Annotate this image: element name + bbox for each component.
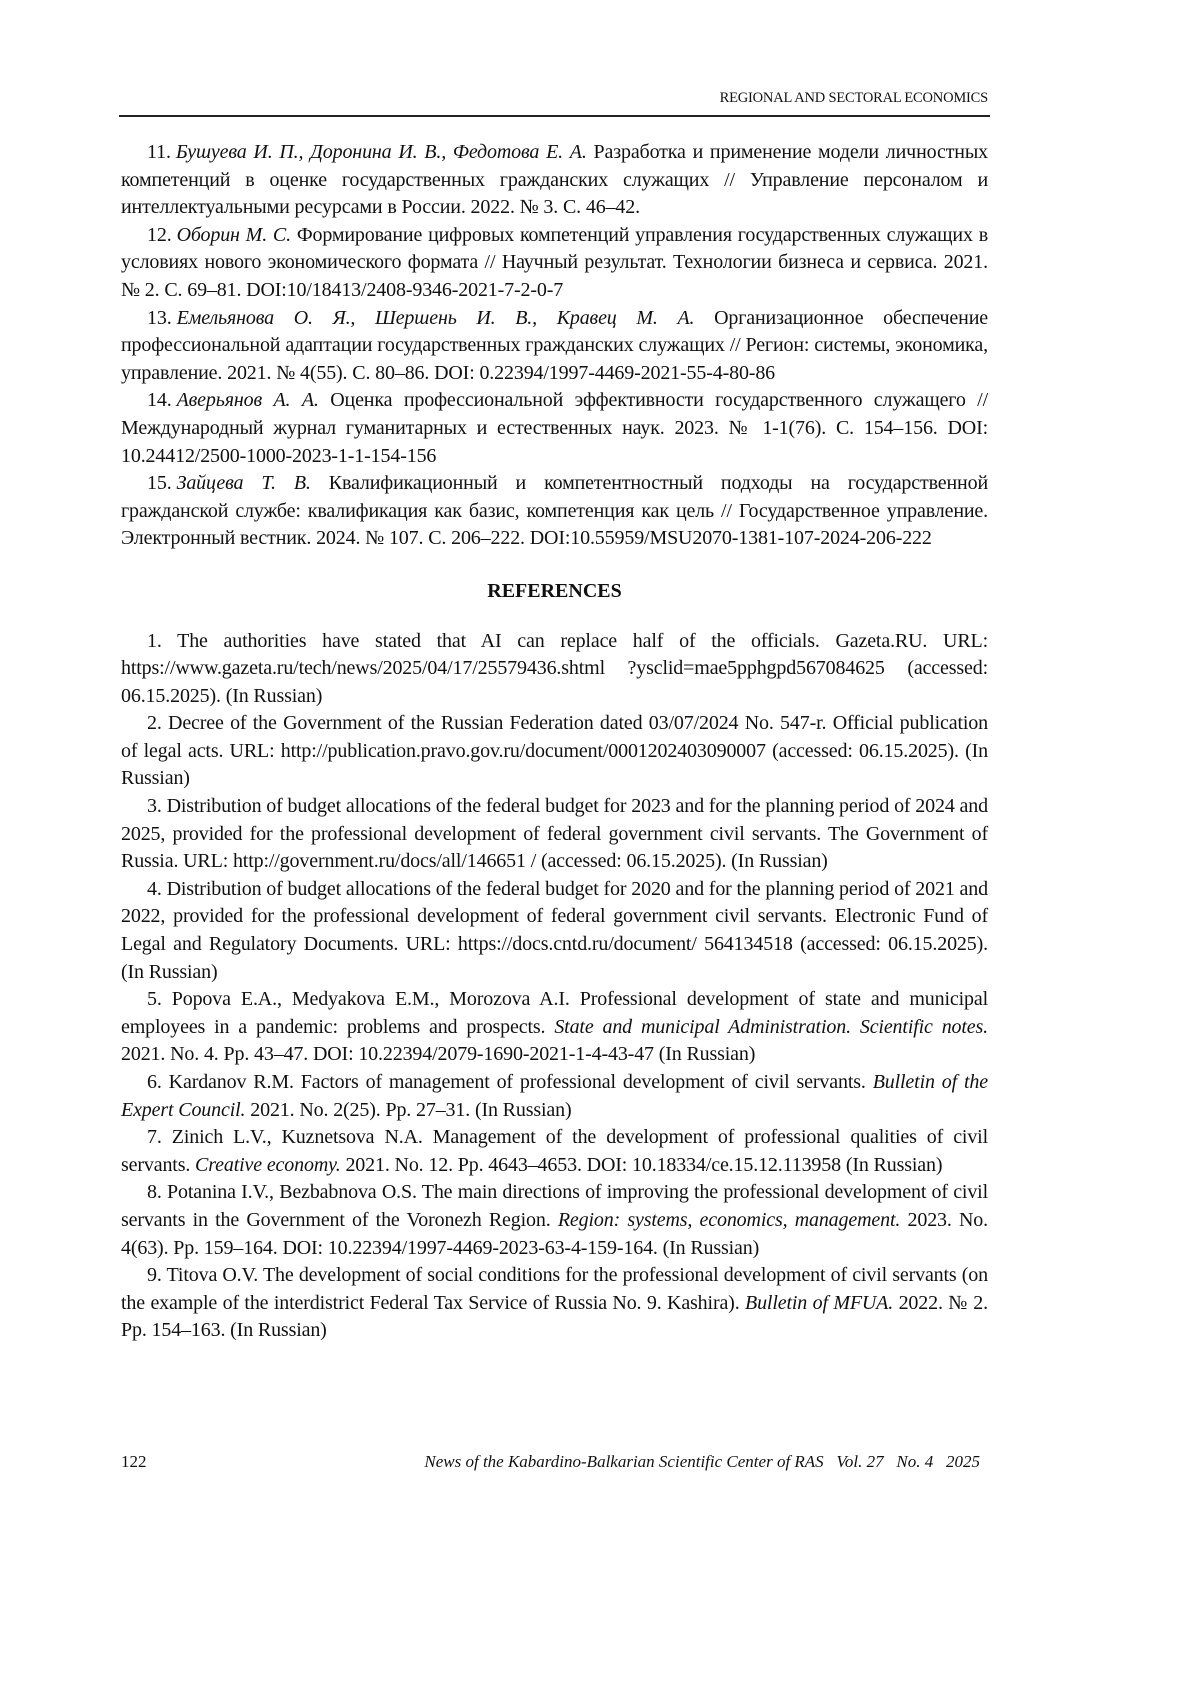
- reference-text: Titova O.V. The development of social conditions for the professional development of civil servants (on the example of the interdistrict Federal Tax Service of Russia No. 9. Kashira).: [121, 1264, 988, 1314]
- reference-text: 2023. No. 4(63). Pp. 159–164. DOI: 10.22394/1997-4469-2023-63-4-159-164. (In Russian): [121, 1209, 988, 1259]
- reference-text: Zinich L.V., Kuznetsova N.A. Management of the development of professional qualities of civil servants.: [121, 1126, 988, 1176]
- reference-item: [121, 387, 988, 470]
- reference-number: 3.: [147, 795, 162, 817]
- reference-number: 5.: [147, 988, 162, 1010]
- reference-item: [121, 793, 988, 876]
- reference-italic: Creative economy.: [195, 1154, 341, 1176]
- reference-text: Оценка профессиональной эффективности государственного служащего // Международный журнал гуманитарных и естественных наук. 2023. № 1-1(76). С. 154–156. DOI: 10.24412/2500-1000-2023-1-1-154-156: [121, 389, 988, 466]
- reference-italic: Оборин М. С.: [177, 224, 291, 246]
- reference-italic: State and municipal Administration. Scientific notes.: [554, 1016, 988, 1038]
- reference-italic: Bulletin of the Expert Council.: [121, 1071, 988, 1121]
- reference-text: Организационное обеспечение профессиональной адаптации государственных гражданских служащих // Регион: системы, экономика, управление. 2021. № 4(55). С. 80–86. DOI: 0.22394/1997-4469-2021-55-4-80-86: [121, 307, 988, 384]
- references-heading: REFERENCES: [121, 578, 988, 606]
- reference-text: Формирование цифровых компетенций управления государственных служащих в условиях нового экономического формата // Научный результат. Технологии бизнеса и сервиса. 2021. № 2. С. 69–81. DOI:10/18413/2408-9346-2021-7-2-0-7: [121, 224, 988, 301]
- reference-text: Квалификационный и компетентностный подходы на государственной гражданской службе: квалификация как базис, компетенция как цель // Государственное управление. Электронный вестник. 2024. № 107. С. 206–222. DOI:10.55959/MSU2070-1381-107-2024-206-222: [121, 472, 988, 549]
- reference-item: [121, 1069, 988, 1124]
- page-body: [121, 139, 988, 1345]
- reference-text: Distribution of budget allocations of the federal budget for 2020 and for the planning period of 2021 and 2022, provided for the professional development of federal government civil servants. Electronic Fund of Legal and Regulatory Documents. URL: https://docs.cntd.ru/document/ 564134518 (accessed: 06.15.2025). (In Russian): [121, 878, 988, 983]
- reference-item: [121, 470, 988, 553]
- reference-item: [121, 139, 988, 222]
- reference-number: 8.: [147, 1181, 162, 1203]
- reference-text: 2021. No. 4. Pp. 43–47. DOI: 10.22394/2079-1690-2021-1-4-43-47 (In Russian): [121, 1043, 755, 1065]
- running-header: REGIONAL AND SECTORAL ECONOMICS: [121, 90, 988, 107]
- reference-text: Popova E.A., Medyakova E.M., Morozova A.I. Professional development of state and municipal employees in a pandemic: problems and prospects.: [121, 988, 988, 1038]
- reference-number: 12.: [147, 224, 172, 246]
- reference-item: [121, 305, 988, 388]
- english-reference-list: [121, 628, 988, 1345]
- reference-item: [121, 710, 988, 793]
- header-rule: [119, 115, 990, 117]
- reference-number: 2.: [147, 712, 162, 734]
- reference-item: [121, 1179, 988, 1262]
- reference-number: 11.: [147, 141, 171, 163]
- reference-item: [121, 1124, 988, 1179]
- page-number: 122: [121, 1452, 147, 1472]
- reference-number: 1.: [147, 630, 162, 652]
- reference-text: 2021. No. 2(25). Pp. 27–31. (In Russian): [245, 1099, 571, 1121]
- reference-text: Distribution of budget allocations of the federal budget for 2023 and for the planning period of 2024 and 2025, provided for the professional development of federal government civil servants. The Government of Russia. URL: http://government.ru/docs/all/146651 / (accessed: 06.15.2025). (In Russian): [121, 795, 988, 872]
- reference-item: [121, 986, 988, 1069]
- reference-number: 7.: [147, 1126, 162, 1148]
- journal-title: News of the Kabardino-Balkarian Scientific Center of RAS Vol. 27 No. 4 2025: [424, 1452, 980, 1472]
- reference-italic: Зайцева Т. В.: [177, 472, 311, 494]
- reference-italic: Region: systems, economics, management.: [558, 1209, 900, 1231]
- reference-text: 2021. No. 12. Pp. 4643–4653. DOI: 10.18334/ce.15.12.113958 (In Russian): [341, 1154, 943, 1176]
- reference-number: 14.: [147, 389, 172, 411]
- reference-text: Potanina I.V., Bezbabnova O.S. The main directions of improving the professional development of civil servants in the Government of the Voronezh Region.: [121, 1181, 988, 1231]
- reference-italic: Аверьянов А. А.: [177, 389, 319, 411]
- reference-number: 6.: [147, 1071, 162, 1093]
- reference-text: The authorities have stated that AI can replace half of the officials. Gazeta.RU. URL: https://www.gazeta.ru/tech/news/2025/04/17/25579436.shtml ?ysclid=mae5pphgpd567084625 (accessed: 06.15.2025). (In Russian): [121, 630, 988, 707]
- reference-item: [121, 628, 988, 711]
- reference-number: 15.: [147, 472, 172, 494]
- reference-item: [121, 1262, 988, 1345]
- reference-text: Разработка и применение модели личностных компетенций в оценке государственных гражданских служащих // Управление персоналом и интеллектуальными ресурсами в России. 2022. № 3. С. 46–42.: [121, 141, 988, 218]
- reference-number: 9.: [147, 1264, 162, 1286]
- reference-item: [121, 222, 988, 305]
- reference-number: 4.: [147, 878, 162, 900]
- reference-text: Kardanov R.M. Factors of management of professional development of civil servants.: [162, 1071, 873, 1093]
- russian-reference-list: [121, 139, 988, 553]
- reference-italic: Емельянова О. Я., Шершень И. В., Кравец М. А.: [177, 307, 695, 329]
- reference-text: Decree of the Government of the Russian Federation dated 03/07/2024 No. 547-r. Official publication of legal acts. URL: http://publication.pravo.gov.ru/document/0001202403090007 (accessed: 06.15.2025). (In Russian): [121, 712, 988, 789]
- reference-item: [121, 876, 988, 986]
- reference-italic: Бушуева И. П., Доронина И. В., Федотова Е. А.: [176, 141, 587, 163]
- reference-italic: Bulletin of MFUA.: [745, 1292, 893, 1314]
- reference-text: 2022. № 2. Pp. 154–163. (In Russian): [121, 1292, 988, 1342]
- reference-number: 13.: [147, 307, 172, 329]
